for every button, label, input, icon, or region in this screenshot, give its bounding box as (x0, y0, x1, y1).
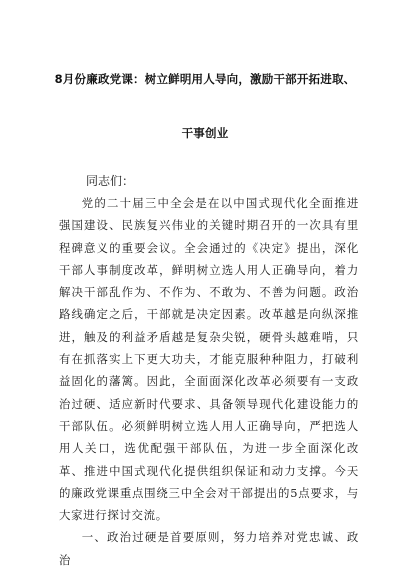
document-body (59, 192, 359, 571)
paragraph-2: 一、政治过硬是首要原则，努力培养对党忠诚、政治 (59, 530, 359, 567)
salutation: 同志们： (86, 174, 135, 188)
document-title-line-2: 干事创业 (181, 126, 229, 140)
document-title-line-1: 8月份廉政党课：树立鲜明用人导向，激励干部开拓进取、 (54, 72, 356, 86)
paragraph-1: 党的二十届三中全会是在以中国式现代化全面推进强国建设、民族复兴伟业的关键时期召开的一次具有里程碑意义的重要会议。全会通过的《决定》提出，深化干部人事制度改革，鲜明树立选人用人正确导向，着力解决干部乱作为、不作为、不敢为、不善为问题。政治路线确定之后，干部就是决定因素。改革越是向纵深推进，触及的利益矛盾越是复杂尖锐，硬骨头越难啃，只有在抓落实上下更大功夫，才能克服种种阻力，打破利益固化的藩篱。因此，全面面深化改革必须要有一支政治过硬、适应新时代要求、具备领导现代化建设能力的干部队伍。必须鲜明树立选人用人正确导向，严把选人用人关口，选优配强干部队伍，为进一步全面深化改革、推进中国式现代化提供组织保证和动力支撑。今天的廉政党课重点围绕三中全会对干部提出的5点要求，与大家进行探讨交流。 (59, 196, 359, 523)
